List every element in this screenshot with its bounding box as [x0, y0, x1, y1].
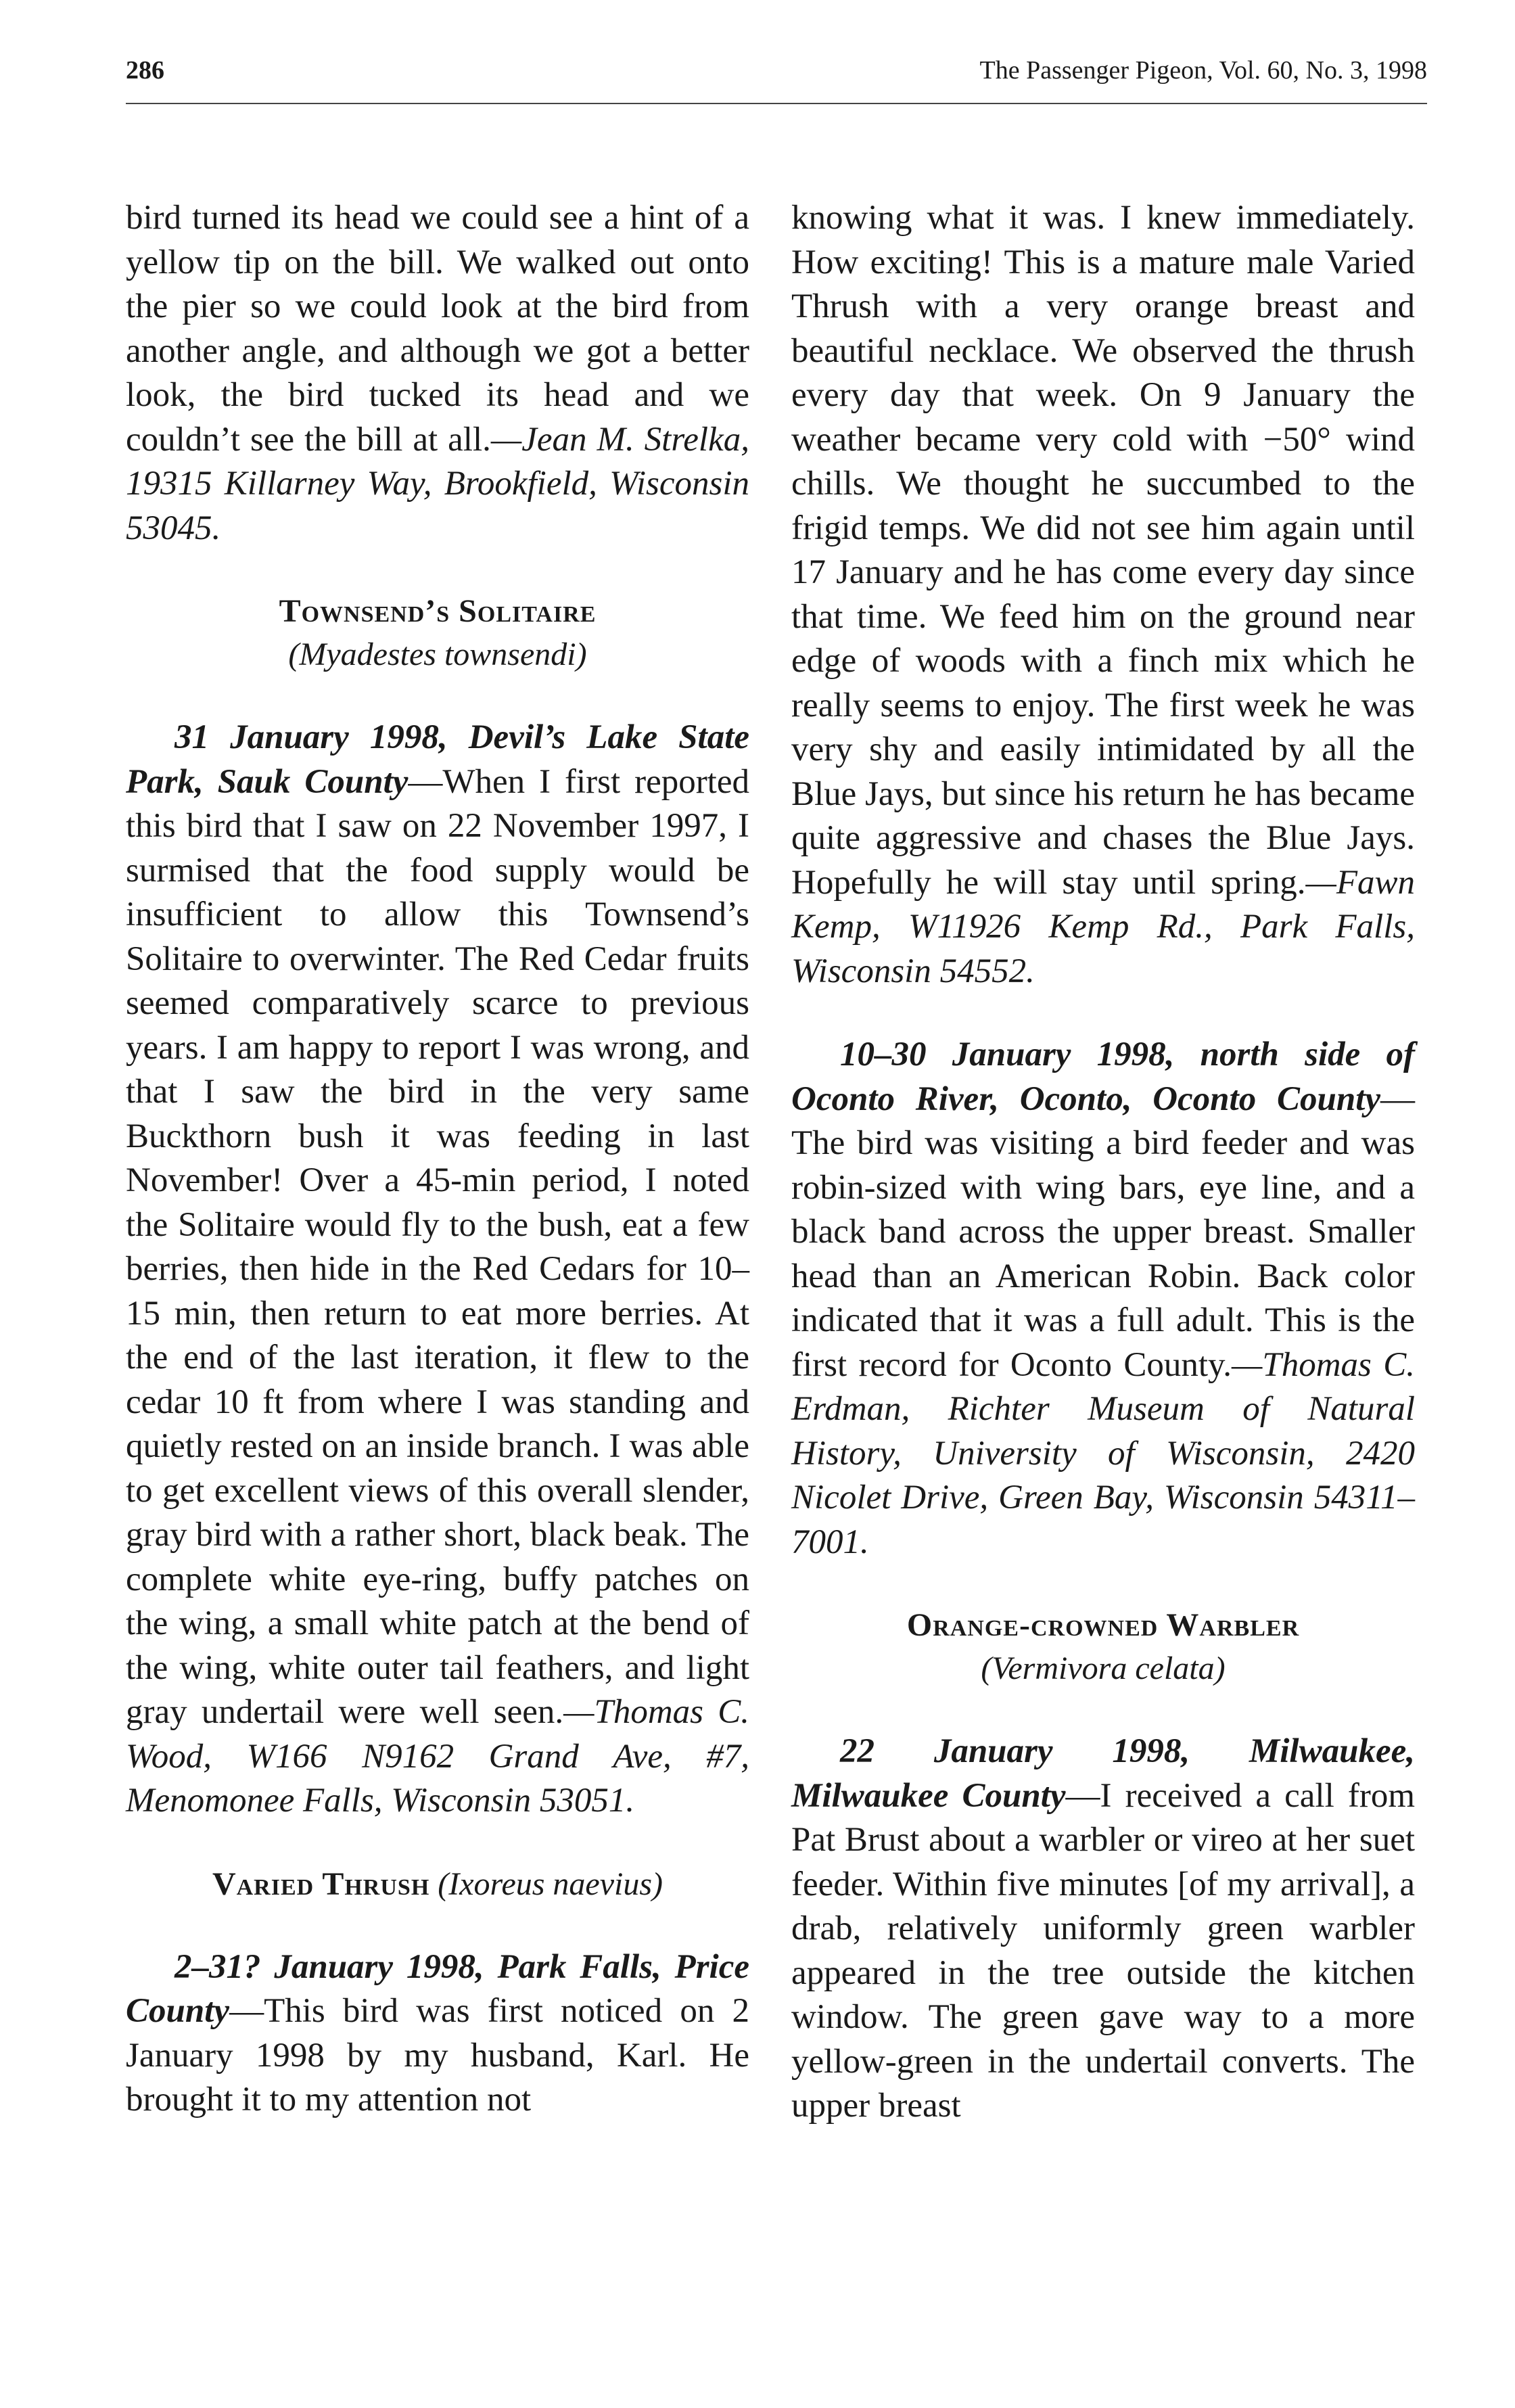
species-name: Townsend’s Solitaire — [279, 593, 597, 629]
signature: —Fawn Kemp, W11926 Kemp Rd., Park Falls, Wisconsin 54552. — [791, 863, 1415, 990]
paragraph-text: knowing what it was. I knew immediately. How exciting! This is a mature male Varied Thrush with a very orange breast and beautiful necklace. We observed the thrush every day that week. On 9 January the weather became very cold with −50° wind chills. We thought he succumbed to the frigid temps. We did not see him again until 17 January and he has come every day since that time. We feed him on the ground near edge of woods with a finch mix which he really seems to enjoy. The first week he was very shy and easily intimidated by all the Blue Jays, but since his return he has became quite aggressive and chases the Blue Jays. Hopefully he will stay until spring. — [791, 199, 1415, 902]
species-heading-orange-crowned-warbler — [791, 1604, 1415, 1647]
species-heading-varied-thrush — [126, 1863, 749, 1906]
paragraph-text: bird turned its head we could see a hint of a yellow tip on the bill. We walked out onto the pier so we could look at the bird from another angle, and although we got a better look, the bird tucked its head and we couldn’t see the bill at all. — [126, 199, 749, 459]
paragraph-erdman — [791, 1033, 1415, 1565]
page-number: 286 — [126, 56, 164, 85]
species-name: Varied Thrush — [212, 1866, 430, 1902]
record-lead: 2–31? January 1998, Park Falls, Price County — [126, 1947, 749, 2030]
signature: —Jean M. Strelka, 19315 Killarney Way, Brookfield, Wisconsin 53045. — [126, 420, 749, 547]
signature: —Thomas C. Erdman, Richter Museum of Natural History, University of Wisconsin, 2420 Nicolet Drive, Green Bay, Wisconsin 54311–7001. — [791, 1345, 1415, 1561]
paragraph-text: —I received a call from Pat Brust about a warbler or vireo at her suet feeder. Within five minutes [of my arrival], a drab, relatively uniformly green warbler appeared in the tree outside the kitchen window. The green gave way to a more yellow-green in the undertail converts. The upper breast — [791, 1776, 1415, 2125]
paragraph-kemp-cont — [791, 196, 1415, 994]
species-scientific-name: (Myadestes townsendi) — [288, 636, 587, 672]
signature: —Thomas C. Wood, W166 N9162 Grand Ave, #7, Menomonee Falls, Wisconsin 53051. — [126, 1693, 750, 1820]
record-lead: 31 January 1998, Devil’s Lake State Park, Sauk County — [126, 718, 749, 801]
paragraph-text: —When I first reported this bird that I saw on 22 November 1997, I surmised that the food supply would be insufficient to allow this Townsend’s Solitaire to overwinter. The Red Cedar fruits seemed comparatively scarce to previous years. I am happy to report I was wrong, and that I saw the bird in the very same Buckthorn bush it was feeding in last November! Over a 45-min period, I noted the Solitaire would fly to the bush, eat a few berries, then hide in the Red Cedars for 10–15 min, then return to eat more berries. At the end of the last iteration, it flew to the cedar 10 ft from where I was standing and quietly rested on an inside branch. I was able to get excellent views of this overall slender, gray bird with a rather short, black beak. The complete white eye-ring, buffy patches on the wing, a small white patch at the bend of the wing, white outer tail feathers, and light gray undertail were well seen. — [126, 762, 749, 1731]
paragraph-wood — [126, 716, 749, 1824]
species-heading-townsends-solitaire — [126, 590, 749, 633]
record-lead: 22 January 1998, Milwaukee, Milwaukee County — [791, 1732, 1415, 1815]
species-scientific-name: (Ixoreus naevius) — [438, 1866, 663, 1902]
paragraph-brust — [791, 1730, 1415, 2129]
paragraph-text: —This bird was first noticed on 2 January 1998 by my husband, Karl. He brought it to my attention not — [126, 1992, 749, 2118]
paragraph-strelka — [126, 196, 749, 551]
left-column — [126, 196, 749, 2123]
record-lead: 10–30 January 1998, north side of Oconto River, Oconto, Oconto County — [791, 1036, 1415, 1118]
page-header — [126, 55, 1427, 104]
paragraph-kemp-start — [126, 1945, 749, 2123]
species-name: Orange-crowned Warbler — [906, 1607, 1300, 1643]
paragraph-text: — The bird was visiting a bird feeder and was robin-sized with wing bars, eye line, and a black band across the upper breast. Smaller head than an American Robin. Back color indicated that it was a full adult. This is the first record for Oconto County. — [791, 1080, 1415, 1384]
journal-title: The Passenger Pigeon, Vol. 60, No. 3, 1998 — [979, 56, 1427, 85]
right-column — [791, 196, 1415, 2129]
species-scientific-name: (Vermivora celata) — [981, 1650, 1226, 1686]
